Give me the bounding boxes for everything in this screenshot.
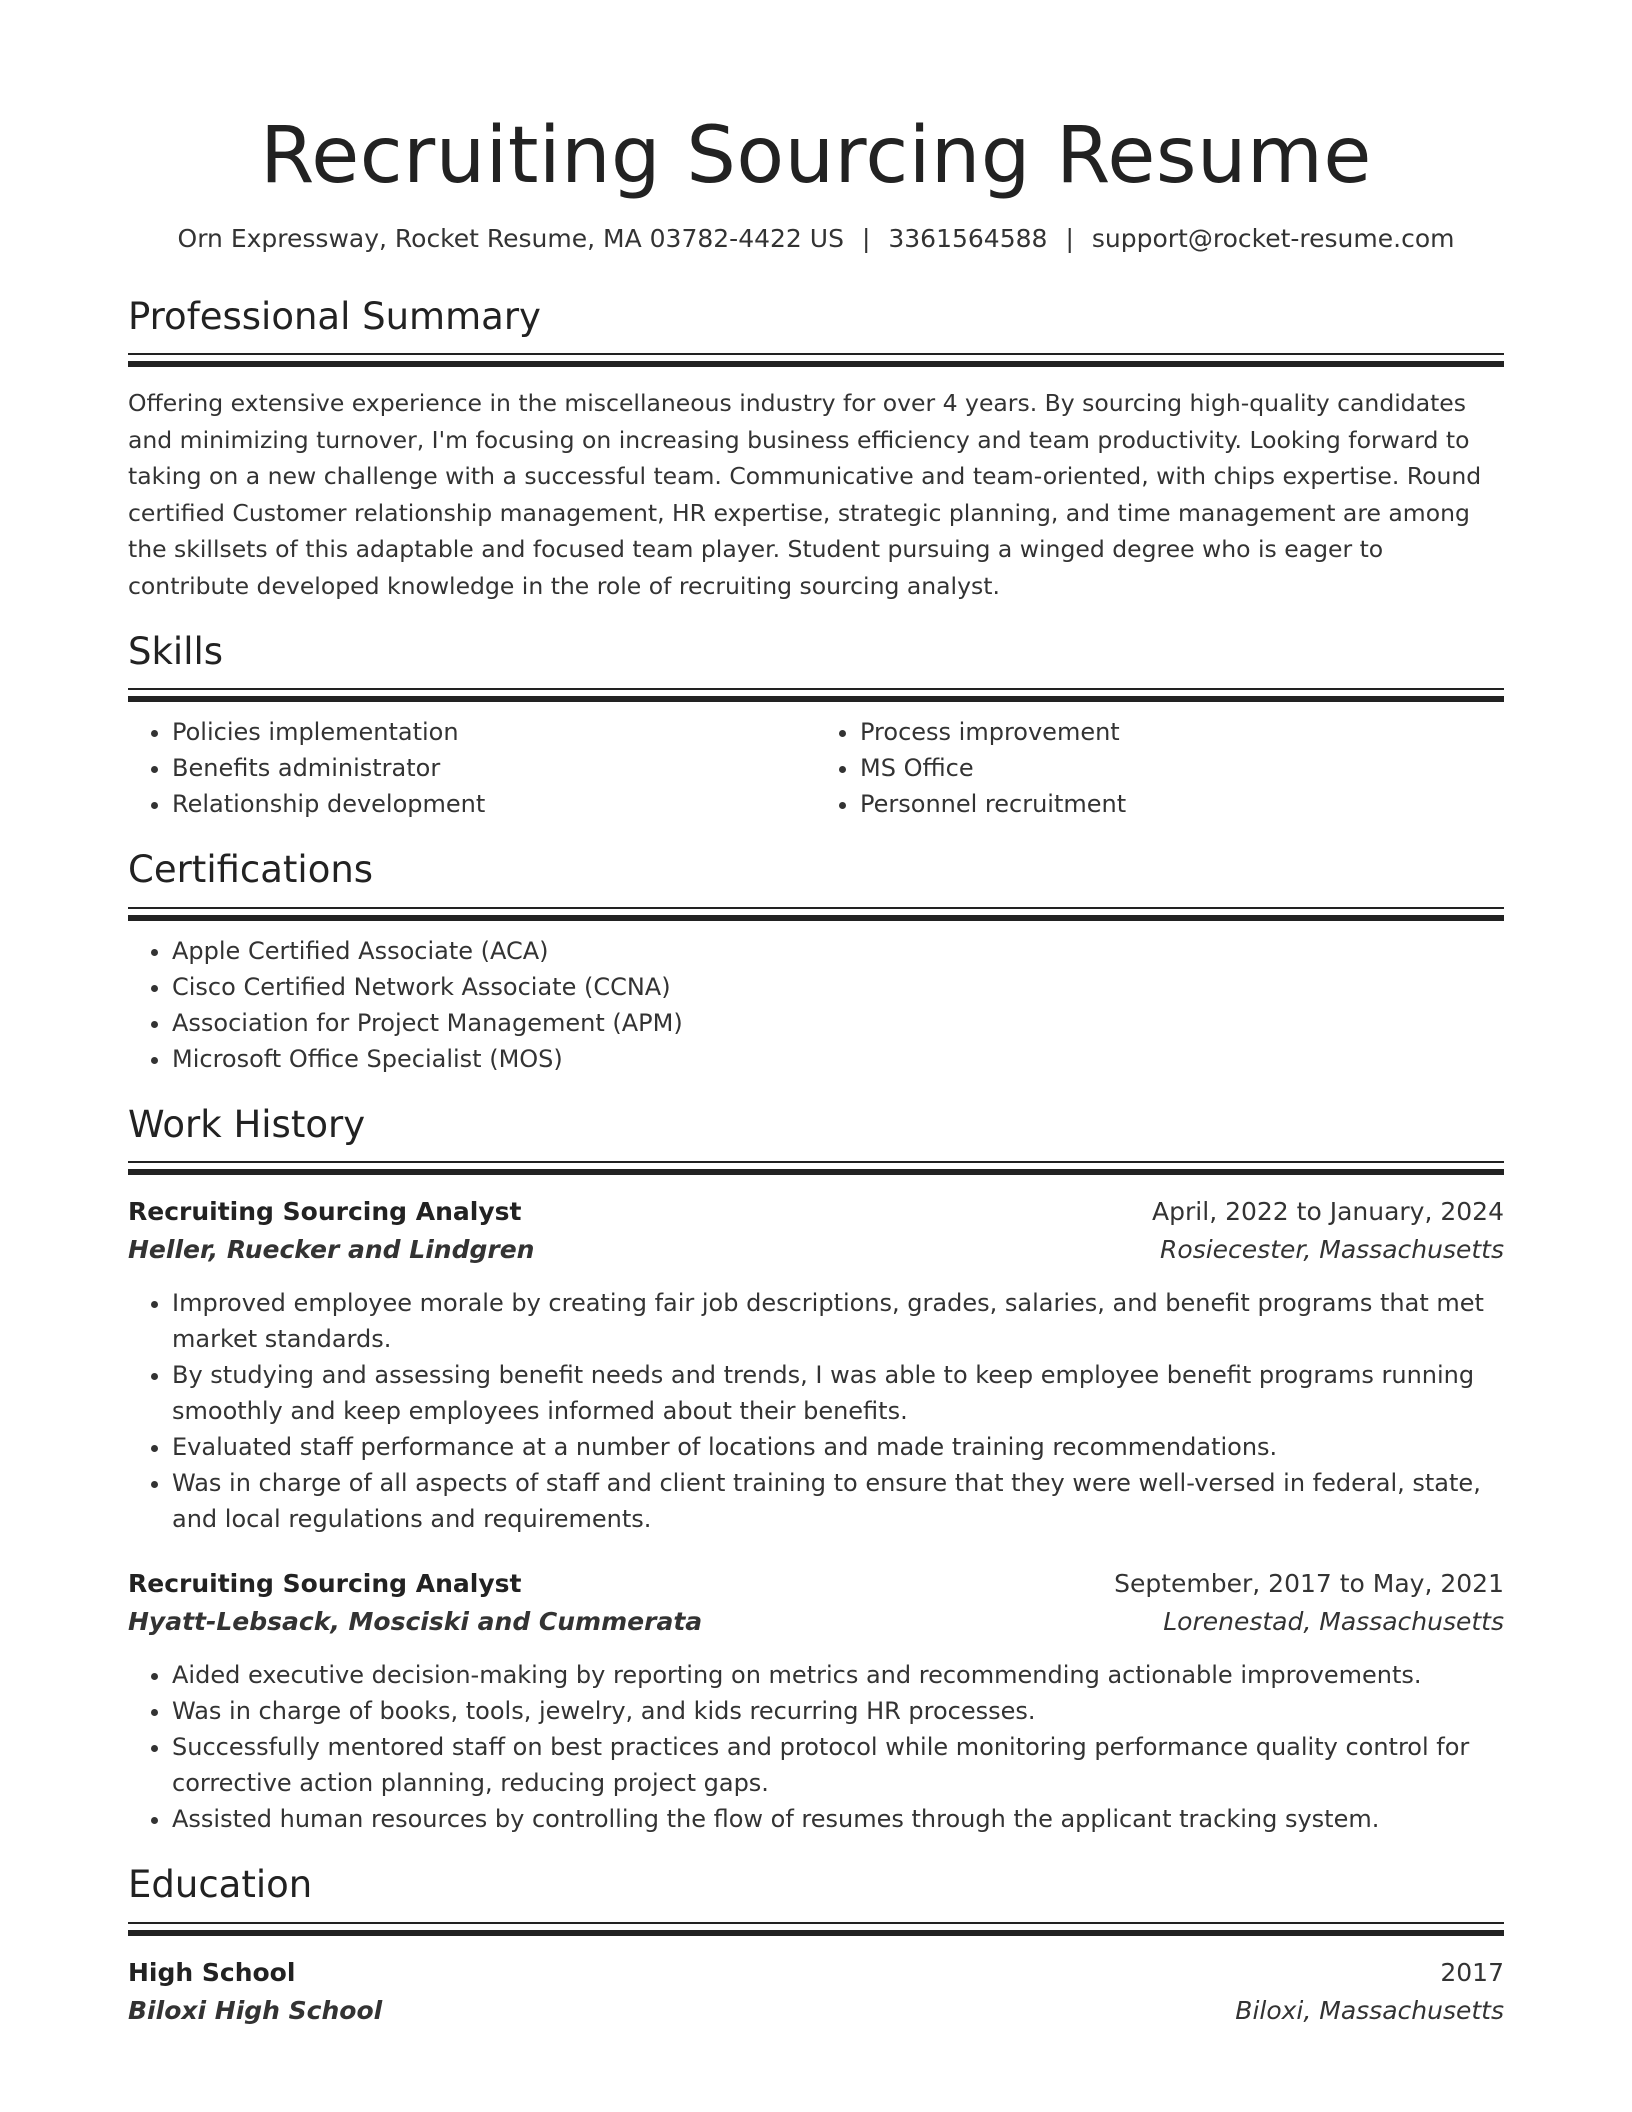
job-bullet: • By studying and assessing benefit needs and trends, I was able to keep employee benefit programs running smoothly and keep employees informed about their benefits. bbox=[172, 1357, 1504, 1429]
skill-item: • Process improvement bbox=[860, 714, 1504, 750]
summary-text: Offering extensive experience in the miscellaneous industry for over 4 years. By sourcing high-quality candidates and minimizing turnover, I'm focusing on increasing business efficiency and team productivity. Looking forward to taking on a new challenge with a successful team. Communicative and team-oriented, with chips expertise. Round certified Customer relationship management, HR expertise, strategic planning, and time management are among the skillsets of this adaptable and focused team player. Student pursuing a winged degree who is eager to contribute developed knowledge in the role of recruiting sourcing analyst. bbox=[128, 389, 1482, 600]
certification-item: • Cisco Certified Network Associate (CCNA) bbox=[172, 969, 1504, 1005]
skill-item: • MS Office bbox=[860, 750, 1504, 786]
work-history-heading: Work History bbox=[128, 1102, 366, 1146]
certification-item: • Microsoft Office Specialist (MOS) bbox=[172, 1041, 1504, 1077]
job-entry bbox=[128, 1565, 1504, 1837]
skills-right-list bbox=[816, 714, 1504, 822]
job-bullet-list bbox=[128, 1285, 1504, 1537]
contact-line bbox=[128, 224, 1504, 253]
education-year: 2017 bbox=[1440, 1957, 1504, 1987]
contact-separator: | bbox=[1065, 223, 1074, 253]
job-bullet: • Was in charge of books, tools, jewelry, and kids recurring HR processes. bbox=[172, 1693, 1504, 1729]
section-divider bbox=[128, 353, 1504, 367]
job-dates: April, 2022 to January, 2024 bbox=[1152, 1197, 1504, 1227]
skills-left-list bbox=[128, 714, 816, 822]
certifications-heading: Certifications bbox=[128, 848, 374, 892]
skills-grid bbox=[128, 714, 1504, 822]
contact-phone: 3361564588 bbox=[888, 223, 1048, 253]
contact-email: support@rocket-resume.com bbox=[1091, 223, 1455, 253]
resume-title: Recruiting Sourcing Resume bbox=[260, 111, 1372, 201]
job-bullet: • Improved employee morale by creating fair job descriptions, grades, salaries, and benefit programs that met market standards. bbox=[172, 1285, 1504, 1357]
certification-item: • Association for Project Management (APM) bbox=[172, 1005, 1504, 1041]
contact-separator: | bbox=[861, 223, 871, 253]
skills-section bbox=[128, 630, 1504, 822]
job-bullet: • Was in charge of all aspects of staff and client training to ensure that they were well-versed in federal, state, and local regulations and requirements. bbox=[172, 1465, 1504, 1537]
job-title: Recruiting Sourcing Analyst bbox=[128, 1569, 522, 1599]
education-location: Biloxi, Massachusetts bbox=[1235, 1995, 1504, 2025]
education-entry bbox=[128, 1954, 1504, 2030]
contact-address: Orn Expressway, Rocket Resume, MA 03782-4422 US bbox=[177, 223, 844, 253]
job-bullet: • Evaluated staff performance at a number of locations and made training recommendations. bbox=[172, 1429, 1504, 1465]
job-dates: September, 2017 to May, 2021 bbox=[1114, 1569, 1504, 1599]
section-divider bbox=[128, 1161, 1504, 1175]
education-subheader bbox=[128, 1992, 1504, 2030]
section-divider bbox=[128, 907, 1504, 921]
summary-heading: Professional Summary bbox=[128, 294, 541, 338]
job-company: Heller, Ruecker and Lindgren bbox=[128, 1235, 535, 1265]
job-entry bbox=[128, 1193, 1504, 1537]
education-section bbox=[128, 1863, 1504, 2029]
job-header bbox=[128, 1193, 1504, 1231]
skill-item: • Benefits administrator bbox=[172, 750, 816, 786]
job-location: Lorenestad, Massachusetts bbox=[1163, 1607, 1504, 1637]
job-location: Rosiecester, Massachusetts bbox=[1160, 1235, 1504, 1265]
summary-section bbox=[128, 295, 1504, 604]
job-company: Hyatt-Lebsack, Mosciski and Cummerata bbox=[128, 1607, 703, 1637]
certification-item: • Apple Certified Associate (ACA) bbox=[172, 933, 1504, 969]
job-bullet: • Aided executive decision-making by reporting on metrics and recommending actionable improvements. bbox=[172, 1657, 1504, 1693]
job-bullet: • Assisted human resources by controlling the flow of resumes through the applicant tracking system. bbox=[172, 1801, 1504, 1837]
section-divider bbox=[128, 1922, 1504, 1936]
skill-item: • Personnel recruitment bbox=[860, 786, 1504, 822]
work-history-section bbox=[128, 1103, 1504, 1837]
education-school: Biloxi High School bbox=[128, 1995, 383, 2025]
job-subheader bbox=[128, 1231, 1504, 1269]
job-title: Recruiting Sourcing Analyst bbox=[128, 1197, 522, 1227]
skills-heading: Skills bbox=[128, 630, 224, 674]
job-bullet: • Successfully mentored staff on best practices and protocol while monitoring performance quality control for corrective action planning, reducing project gaps. bbox=[172, 1729, 1504, 1801]
job-header bbox=[128, 1565, 1504, 1603]
certifications-list bbox=[128, 933, 1504, 1077]
job-subheader bbox=[128, 1603, 1504, 1641]
certifications-section bbox=[128, 848, 1504, 1076]
education-header bbox=[128, 1954, 1504, 1992]
education-heading: Education bbox=[128, 1863, 313, 1907]
skill-item: • Relationship development bbox=[172, 786, 816, 822]
skill-item: • Policies implementation bbox=[172, 714, 816, 750]
education-degree: High School bbox=[128, 1957, 296, 1987]
job-bullet-list bbox=[128, 1657, 1504, 1837]
section-divider bbox=[128, 688, 1504, 702]
